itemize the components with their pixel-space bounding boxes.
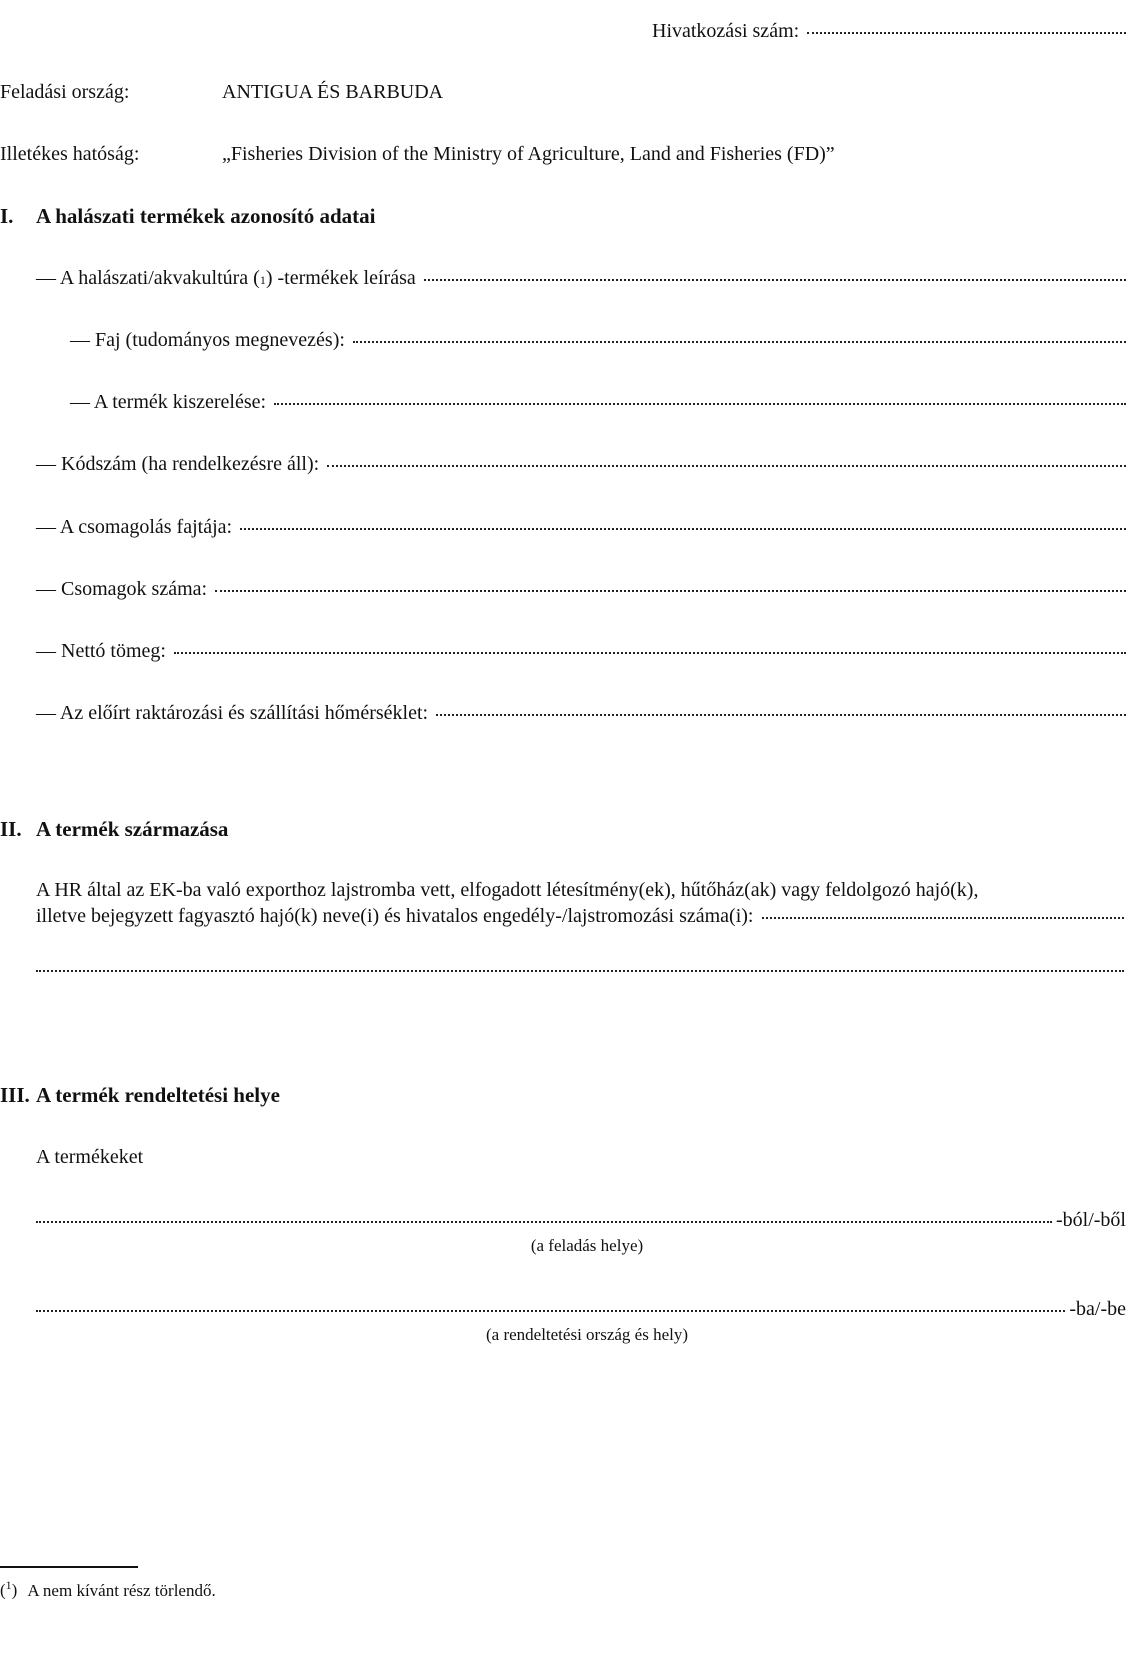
authority-label: Illetékes hatóság:	[0, 143, 140, 165]
species-field[interactable]	[70, 328, 1126, 352]
dotted-leader	[353, 341, 1126, 343]
dotted-leader	[215, 590, 1126, 592]
dotted-leader	[327, 465, 1126, 467]
dotted-leader	[240, 528, 1126, 530]
dispatch-place-caption: (a feladás helye)	[530, 1236, 644, 1255]
field-label: — A termék kiszerelése:	[70, 391, 267, 413]
net-weight-field[interactable]	[36, 639, 1126, 663]
packaging-field[interactable]	[36, 515, 1126, 539]
sender-country-label: Feladási ország:	[0, 81, 130, 103]
field-label: — Faj (tudományos megnevezés):	[70, 329, 345, 351]
sender-country-value: ANTIGUA ÉS BARBUDA	[222, 81, 444, 103]
dispatch-place-field[interactable]	[36, 1208, 1126, 1232]
field-label: — Az előírt raktározási és szállítási hőmérséklet:	[36, 702, 429, 724]
footnote-ref: 1	[259, 273, 266, 287]
footnote-mark: ($^1$)	[0, 1578, 18, 1600]
section-title: A termék származása	[36, 817, 229, 841]
section-number: I.	[0, 204, 14, 228]
dotted-leader	[762, 917, 1125, 919]
reference-label: Hivatkozási szám:	[652, 20, 800, 42]
field-label: — A halászati/akvakultúra (	[36, 267, 260, 289]
dotted-leader	[36, 970, 1124, 972]
reference-number-field[interactable]	[652, 19, 1126, 43]
dotted-leader	[436, 714, 1126, 716]
field-label: — A csomagolás fajtája:	[36, 516, 233, 538]
origin-text-line	[36, 878, 978, 902]
packages-field[interactable]	[36, 577, 1126, 601]
section-number: II.	[0, 817, 22, 841]
dotted-leader	[274, 403, 1126, 405]
footnote-number: 1	[5, 1578, 12, 1592]
dotted-leader	[36, 1310, 1065, 1312]
footnote	[0, 1573, 216, 1603]
section-number: III.	[0, 1083, 30, 1107]
temperature-field[interactable]	[36, 701, 1126, 725]
origin-field[interactable]	[36, 904, 1124, 928]
dotted-leader	[36, 1221, 1052, 1223]
field-label: — Csomagok száma:	[36, 578, 208, 600]
origin-field-continued[interactable]	[36, 973, 1124, 975]
section-title: A termék rendeltetési helye	[36, 1083, 280, 1107]
dotted-leader	[174, 652, 1126, 654]
section-1-heading	[0, 204, 375, 228]
code-field[interactable]	[36, 452, 1126, 476]
paragraph-text: A HR által az EK-ba való exporthoz lajstromba vett, elfogadott létesítmény(ek), hűtőház(ak) vagy feldolgozó hajó(k),	[36, 879, 979, 901]
destination-intro	[36, 1145, 143, 1169]
authority-value: „Fisheries Division of the Ministry of Agriculture, Land and Fisheries (FD)”	[222, 143, 835, 165]
paragraph-text: A termékeket	[36, 1146, 144, 1168]
description-field[interactable]	[36, 266, 1126, 292]
sender-country-row	[0, 80, 443, 104]
destination-field[interactable]	[36, 1297, 1126, 1321]
field-label: ) -termékek leírása	[265, 267, 416, 289]
authority-row	[0, 142, 835, 166]
section-title: A halászati termékek azonosító adatai	[36, 204, 376, 228]
presentation-field[interactable]	[70, 390, 1126, 414]
field-suffix: -ba/-be	[1069, 1298, 1126, 1320]
section-2-heading	[0, 817, 228, 841]
field-suffix: -ból/-ből	[1056, 1209, 1126, 1231]
section-3-heading	[0, 1083, 280, 1107]
footnote-text: A nem kívánt rész törlendő.	[27, 1580, 216, 1600]
dotted-leader	[424, 279, 1126, 281]
destination-caption: (a rendeltetési ország és hely)	[485, 1325, 689, 1344]
paragraph-text: illetve bejegyzett fagyasztó hajó(k) neve(i) és hivatalos engedély-/lajstromozási száma(i):	[36, 905, 754, 927]
dotted-leader	[807, 32, 1126, 34]
field-label: — Kódszám (ha rendelkezésre áll):	[36, 453, 320, 475]
footnote-rule	[0, 1566, 138, 1568]
field-label: — Nettó tömeg:	[36, 640, 166, 662]
